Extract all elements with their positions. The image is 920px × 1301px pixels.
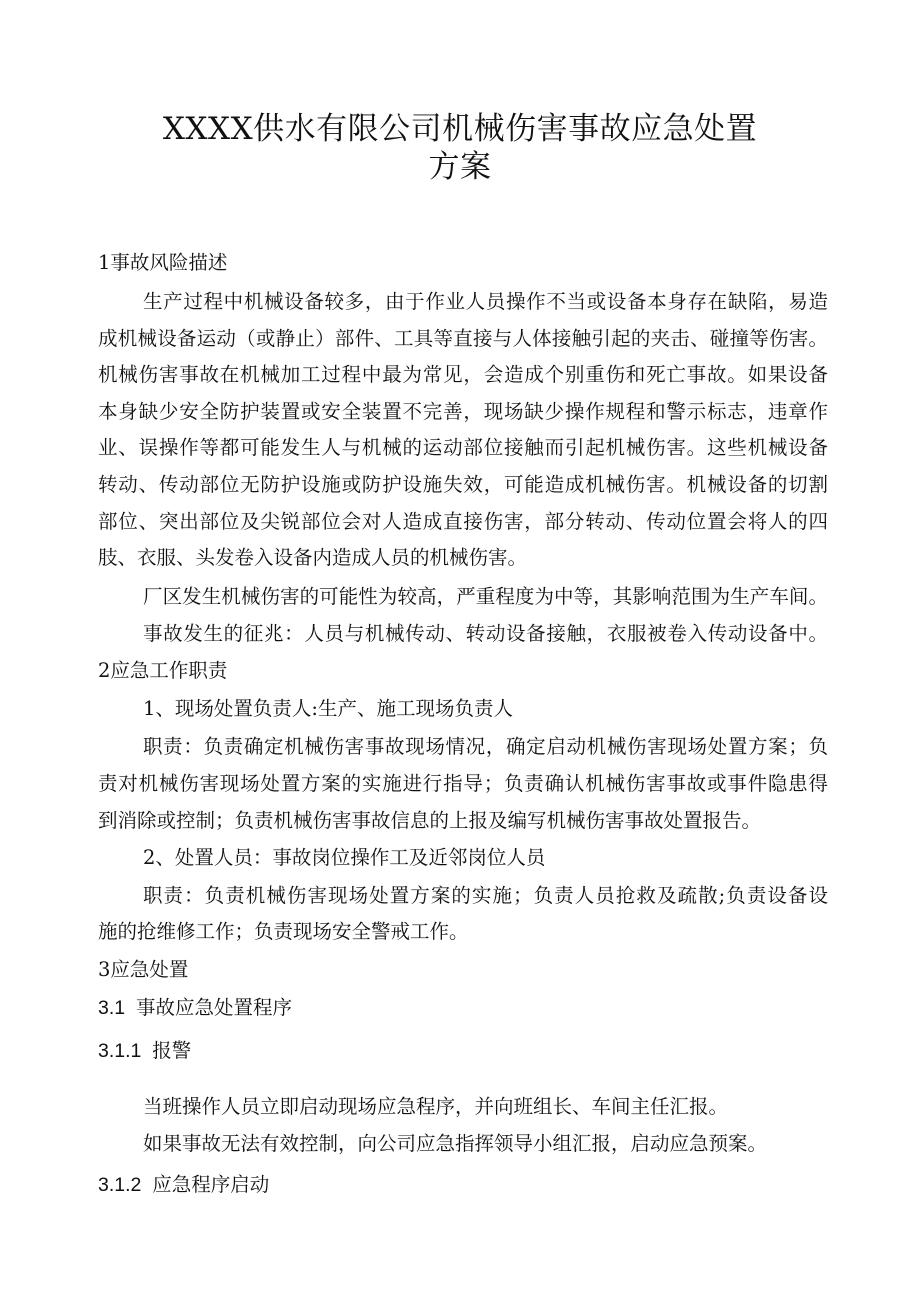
- section-1-para-1-line: 机械伤害事故在机械加工过程中最为常见，会造成个别重伤和死亡事故。如果设备: [98, 363, 828, 386]
- subsection-3-1-2-title: 3.1.2 应急程序启动: [98, 1174, 270, 1196]
- section-1-para-1-line: 部位、突出部位及尖锐部位会对人造成直接伤害，部分转动、传动位置会将人的四: [98, 510, 828, 533]
- subsection-3-1-1-title: 3.1.1 报警: [98, 1040, 192, 1062]
- section-1-para-1-line: 成机械设备运动（或静止）部件、工具等直接与人体接触引起的夹击、碰撞等伤害。: [98, 327, 828, 350]
- duty-2-line: 施的抢维修工作；负责现场安全警戒工作。: [98, 920, 469, 943]
- subsection-3-1-2-heading: [98, 1172, 828, 1198]
- section-2-heading: 2应急工作职责: [98, 659, 228, 682]
- section-1-para-1-line: 肢、衣服、头发卷入设备内造成人员的机械伤害。: [98, 546, 528, 569]
- role-2-title: 2、处置人员：事故岗位操作工及近邻岗位人员: [143, 846, 546, 869]
- section-1-para-1-line: 转动、传动部位无防护设施或防护设施失效，可能造成机械伤害。机械设备的切割: [98, 473, 828, 496]
- section-1-para-1-line: 生产过程中机械设备较多，由于作业人员操作不当或设备本身存在缺陷，易造: [143, 290, 828, 313]
- section-1-heading: 1事故风险描述: [98, 251, 228, 274]
- role-1-title: 1、现场处置负责人:生产、施工现场负责人: [143, 697, 513, 720]
- duty-1-line: 职责：负责确定机械伤害事故现场情况，确定启动机械伤害现场处置方案；负: [143, 735, 828, 758]
- duty-1-line: 责对机械伤害现场处置方案的实施进行指导；负责确认机械伤害事故或事件隐患得: [98, 772, 828, 795]
- document-title-line-1: XXXX供水有限公司机械伤害事故应急处置: [162, 111, 758, 147]
- section-1-para-3: 事故发生的征兆：人员与机械传动、转动设备接触，衣服被卷入传动设备中。: [143, 622, 828, 645]
- section-3-heading: 3应急处置: [98, 958, 189, 981]
- duty-2-line: 职责：负责机械伤害现场处置方案的实施；负责人员抢救及疏散;负责设备设: [143, 884, 828, 907]
- section-1-para-1-line: 业、误操作等都可能发生人与机械的运动部位接触而引起机械伤害。这些机械设备: [98, 436, 828, 459]
- section-1-para-1-line: 本身缺少安全防护装置或安全装置不完善，现场缺少操作规程和警示标志，违章作: [98, 400, 828, 423]
- subsection-3-1-title: 3.1 事故应急处置程序: [98, 997, 292, 1019]
- document-title-line-2: 方案: [428, 149, 492, 185]
- alarm-para-1: 当班操作人员立即启动现场应急程序，并向班组长、车间主任汇报。: [143, 1095, 729, 1118]
- subsection-3-1-1-heading: [98, 1038, 828, 1064]
- subsection-3-1-heading: [98, 995, 828, 1021]
- section-1-para-2: 厂区发生机械伤害的可能性为较高，严重程度为中等，其影响范围为生产车间。: [143, 585, 828, 608]
- alarm-para-2: 如果事故无法有效控制，向公司应急指挥领导小组汇报，启动应急预案。: [143, 1132, 768, 1155]
- duty-1-line: 到消除或控制；负责机械伤害事故信息的上报及编写机械伤害事故处置报告。: [98, 809, 762, 832]
